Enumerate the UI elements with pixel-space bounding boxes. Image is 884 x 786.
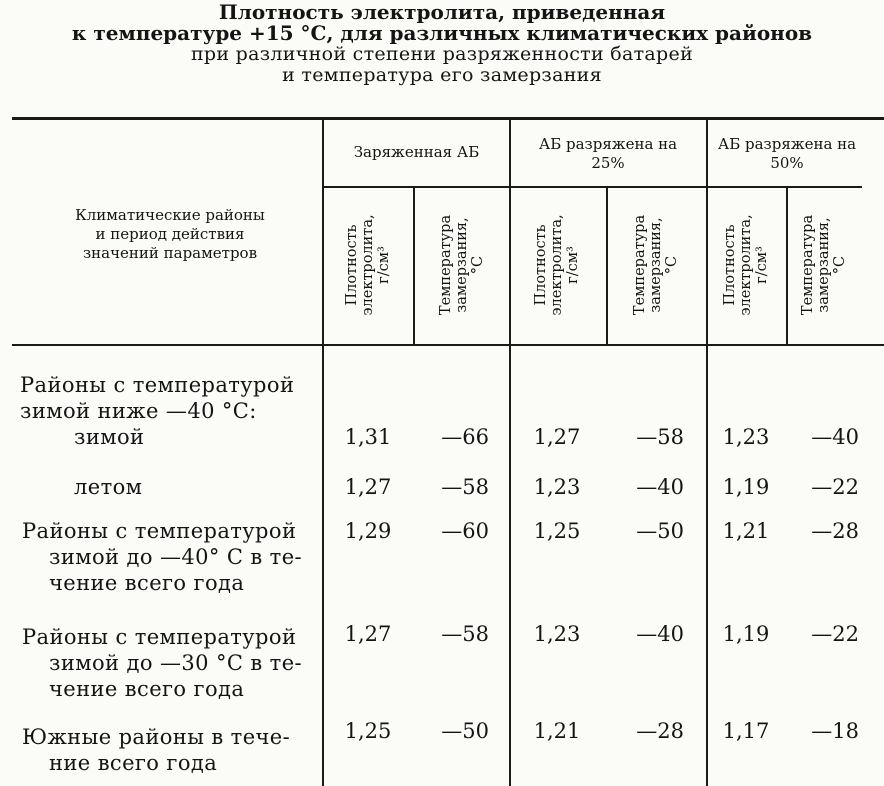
table-cell: 1,21	[533, 719, 581, 743]
table-cell: 1,25	[344, 719, 392, 743]
column-rule	[413, 188, 415, 344]
density-header: Плотность электролита, г/см³	[533, 214, 581, 316]
table-cell: —22	[811, 622, 859, 646]
column-rule	[322, 119, 324, 786]
title-line-4: и температура его замерзания	[282, 64, 602, 86]
table-cell: —58	[441, 475, 489, 499]
row-label-header-line: значений параметров	[82, 244, 258, 262]
table-cell: 1,23	[533, 622, 581, 646]
freeze-temp-header: Температура замерзания, °С	[800, 214, 848, 316]
table-cell: 1,27	[533, 425, 581, 449]
title-line-1: Плотность электролита, приведенная	[218, 0, 666, 24]
table-cell: —28	[811, 519, 859, 543]
title-line-2: к температуре +15 °С, для различных климатических районов	[71, 21, 813, 45]
table-cell: 1,19	[722, 622, 770, 646]
group-header-discharged-25: АБ разряжена на 25%	[538, 135, 678, 172]
table-cell: 1,23	[533, 475, 581, 499]
row-label: летом	[74, 475, 143, 499]
freeze-temp-header: Температура замерзания, °С	[632, 214, 680, 316]
row-label-header-line: и период действия	[95, 225, 245, 243]
table-cell: 1,31	[344, 425, 392, 449]
column-rule	[786, 188, 788, 344]
table-cell: 1,27	[344, 475, 392, 499]
table-cell: 1,17	[722, 719, 770, 743]
table-cell: 1,19	[722, 475, 770, 499]
table-cell: —40	[636, 475, 684, 499]
table-cell: —50	[636, 519, 684, 543]
table-cell: —28	[636, 719, 684, 743]
header-bottom-rule	[12, 344, 884, 346]
table-cell: 1,27	[344, 622, 392, 646]
group-header-charged: Заряженная АБ	[353, 143, 480, 161]
density-header: Плотность электролита, г/см³	[722, 214, 770, 316]
table-cell: —40	[811, 425, 859, 449]
table-cell: —58	[441, 622, 489, 646]
column-rule	[509, 119, 511, 786]
group-divider-rule	[322, 186, 862, 188]
density-header: Плотность электролита, г/см³	[344, 214, 392, 316]
table-cell: —50	[441, 719, 489, 743]
row-label-header	[20, 206, 320, 263]
column-rule	[706, 119, 708, 786]
row-label: зимой	[74, 425, 145, 449]
table-cell: —22	[811, 475, 859, 499]
row-label: Районы с температурой зимой ниже —40 °С:	[20, 373, 295, 423]
table-cell: —66	[441, 425, 489, 449]
row-label-header-line: Климатические районы	[75, 206, 265, 224]
table-cell: —40	[636, 622, 684, 646]
table-title	[0, 2, 884, 86]
table-cell: 1,29	[344, 519, 392, 543]
column-rule	[606, 188, 608, 344]
row-label: Районы с температурой зимой до —40° С в те- чение всего года	[22, 519, 303, 595]
row-label: Южные районы в тече- ние всего года	[22, 725, 291, 775]
group-header-discharged-50: АБ разряжена на 50%	[717, 135, 857, 172]
table-cell: 1,23	[722, 425, 770, 449]
table-cell: —58	[636, 425, 684, 449]
row-label: Районы с температурой зимой до —30 °С в те- чение всего года	[22, 625, 303, 701]
title-line-3: при различной степени разряженности батарей	[190, 43, 694, 65]
table-top-rule	[12, 117, 884, 120]
table-cell: —18	[811, 719, 859, 743]
freeze-temp-header: Температура замерзания, °С	[438, 214, 486, 316]
table-cell: —60	[441, 519, 489, 543]
table-cell: 1,21	[722, 519, 770, 543]
table-cell: 1,25	[533, 519, 581, 543]
